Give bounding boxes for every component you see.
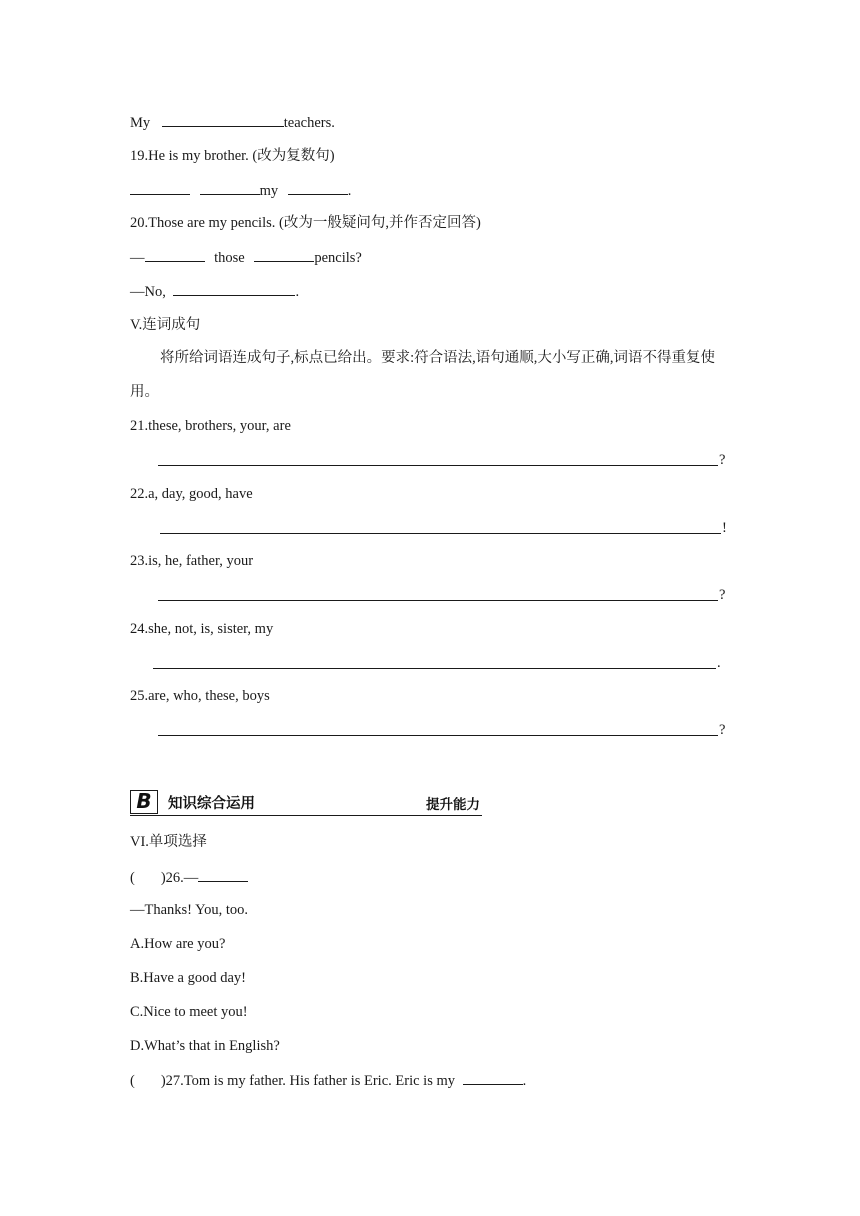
text-my: My [130,115,151,131]
option-d: D.What’s that in English? [130,1038,280,1054]
punctuation: . [717,655,721,671]
punctuation: ? [719,452,726,468]
answer-paren-open: ( [130,870,135,886]
q21-answer-line[interactable] [158,450,725,470]
text-no: —No, [130,284,166,300]
q20-answer-line [130,281,299,302]
section-b-title: 知识综合运用 [168,796,255,812]
q20-question-line [130,247,362,268]
question-26-stem: )26.— [160,870,199,886]
text-my: my [259,183,279,199]
answer-blank[interactable] [162,112,284,127]
section-b-banner [130,788,482,816]
answer-blank[interactable] [254,247,314,262]
question-25: 25.are, who, these, boys [130,688,270,704]
option-c: C.Nice to meet you! [130,1004,248,1020]
text-those: those [214,250,245,266]
text-pencils: pencils? [314,250,362,266]
answer-rule[interactable] [158,735,718,736]
punctuation: ? [719,587,726,603]
section-5-heading: V.连词成句 [130,317,201,333]
banner-underline [130,815,482,816]
answer-blank[interactable] [130,180,190,195]
question-20: 20.Those are my pencils. (改为一般疑问句,并作否定回答) [130,215,481,231]
question-26 [130,867,248,888]
question-27-stem: )27.Tom is my father. His father is Eric. Eric is my [160,1073,455,1089]
question-21: 21.these, brothers, your, are [130,418,291,434]
question-24: 24.she, not, is, sister, my [130,621,274,637]
answer-rule[interactable] [160,533,721,534]
question-27 [130,1070,526,1091]
section-b-badge: B [130,790,158,814]
q25-answer-line[interactable] [158,720,725,740]
section-6-heading: VI.单项选择 [130,834,207,850]
section-5-instructions: 将所给词语连成句子,标点已给出。要求:符合语法,语句通顺,大小写正确,词语不得重复使用。 [130,350,716,400]
answer-blank[interactable] [200,180,260,195]
answer-rule[interactable] [158,600,718,601]
text-dash: — [130,250,145,266]
section-b-subtitle: 提升能力 [426,797,480,813]
question-23: 23.is, he, father, your [130,553,254,569]
q19-answer-line [130,180,351,201]
question-22: 22.a, day, good, have [130,486,253,502]
answer-paren-open: ( [130,1073,135,1089]
option-a: A.How are you? [130,936,226,952]
punctuation: ! [722,520,727,536]
question-26-reply: —Thanks! You, too. [130,902,249,918]
text-period: . [522,1073,527,1089]
answer-blank[interactable] [198,867,248,882]
option-b: B.Have a good day! [130,970,246,986]
answer-blank[interactable] [173,281,295,296]
text-period: . [347,183,352,199]
answer-blank[interactable] [463,1070,523,1085]
question-19: 19.He is my brother. (改为复数句) [130,148,335,164]
answer-rule[interactable] [153,668,716,669]
q24-answer-line[interactable] [153,653,721,673]
answer-rule[interactable] [158,465,718,466]
text-period: . [295,284,300,300]
punctuation: ? [719,722,726,738]
q23-answer-line[interactable] [158,585,725,605]
q22-answer-line[interactable] [160,518,727,538]
q18-answer-line [130,112,335,133]
answer-blank[interactable] [288,180,348,195]
text-teachers: teachers. [283,115,335,131]
answer-blank[interactable] [145,247,205,262]
